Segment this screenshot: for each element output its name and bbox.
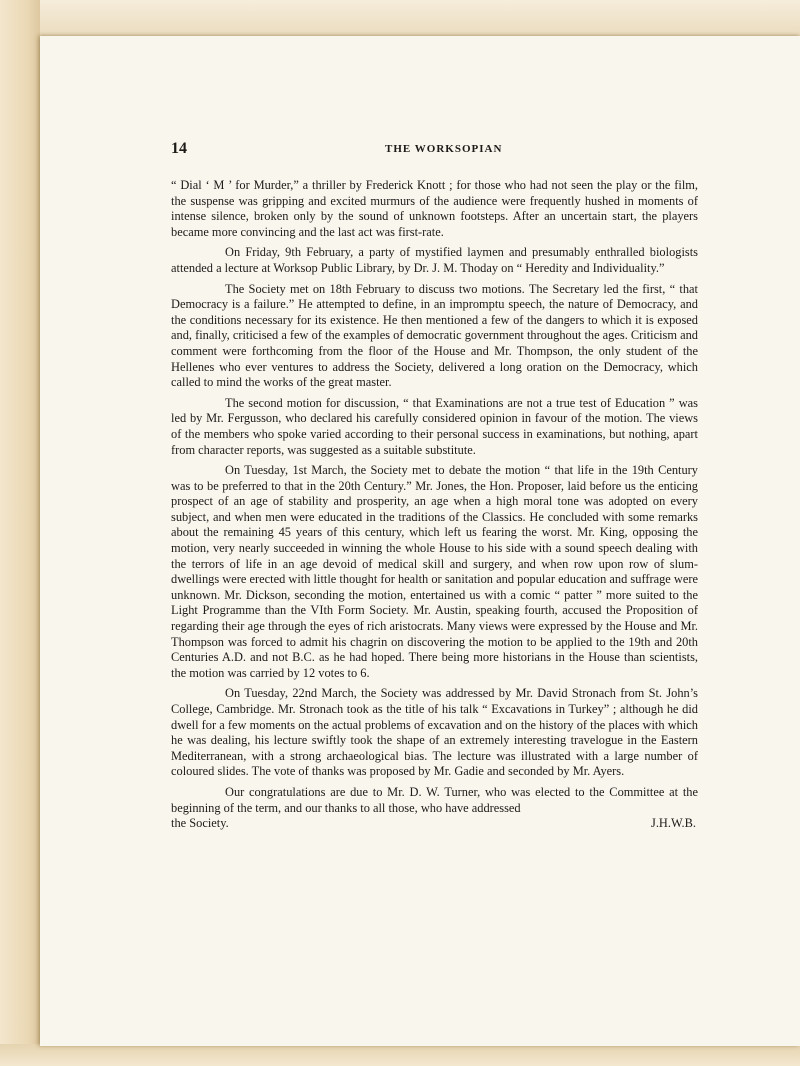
running-title: THE WORKSOPIAN: [385, 143, 503, 155]
closing-line: [123, 816, 698, 832]
paragraph-democracy-motion: The Society met on 18th February to discuss two motions. The Secretary led the first, “ that Democracy is a failure.” He attempted to define, in an impromptu speech, the nature of Democracy, and the conditions necessary for its existence. He then mentioned a few of the dangers to which it is exposed and, finally, criticised a few of the examples of democratic government throughout the ages. Criticism and comment were forthcoming from the floor of the House and Mr. Thompson, the only student of the Hellenes who ever ventures to address the Society, delivered a long oration on the Democracy, which called to mind the works of the great master.: [171, 281, 699, 390]
paragraph-congratulations: Our congratulations are due to Mr. D. W. Turner, who was elected to the Committee at the beginning of the term, and our thanks to all those, who have addressed: [171, 784, 698, 815]
cover-edge-left: [0, 0, 40, 1066]
paragraph-19th-century-debate: On Tuesday, 1st March, the Society met to debate the motion “ that life in the 19th Century was to be preferred to that in the 20th Century.” Mr. Jones, the Hon. Proposer, laid before us the enticing prospect of an age of stability and prosperity, an age when a high moral tone was adopted on every subject, and when men were educated in the traditions of the Classics. He concluded with some remarks about the remaining 45 years of this century, which left us fearing the worst. Mr. King, opposing the motion, very nearly succeeded in winning the whole House to his side with a sound speech dealing with the terrors of life in an age devoid of medical skill and surgery, and when row upon row of slum-dwellings were erected with little thought for health or sanitation and popular education and suffrage were unknown. Mr. Dickson, seconding the motion, entertained us with a comic “ patter ” more suited to the Light Programme than the VIth Form Society. Mr. Austin, speaking fourth, accused the Proposition of regarding their age through the eyes of rich aristocrats. Many views were expressed by the House and Mr. Thompson was forced to admit his chagrin on discovering the motion to be applied to the 19th and 20th Centuries A.D. and not B.C. as he had hoped. There being more historians in the House than scientists, the motion was carried by 12 votes to 6.: [171, 463, 698, 680]
closing-text: the Society.: [171, 816, 229, 831]
paragraph-dial-m: “ Dial ‘ M ’ for Murder,” a thriller by Frederick Knott ; for those who had not seen the play or the film, the suspense was gripping and excited murmurs of the audience were frequently hushed in moments of intense silence, broken only by the sound of unknown footsteps. After an uncertain start, the players became more convincing and the last act was first-rate.: [171, 178, 698, 239]
article-body: [123, 140, 698, 832]
author-initials: J.H.W.B.: [651, 816, 696, 831]
paragraph-examinations-motion: The second motion for discussion, “ that Examinations are not a true test of Education ” was led by Mr. Fergusson, who declared his carefully considered opinion in favour of the motion. The views of the members who spoke varied according to their personal success in examinations, but nothing, apart from character reports, was suggested as a suitable substitute.: [171, 395, 698, 457]
paragraph-excavations-talk: On Tuesday, 22nd March, the Society was addressed by Mr. David Stronach from St. John’s College, Cambridge. Mr. Stronach took as the title of his talk “ Excavations in Turkey” ; although he did dwell for a few moments on the actual problems of excavation and on the history of the places with which he was dealing, his lecture swiftly took the shape of an extremely interesting travelogue in the Eastern Mediterranean, with a strong archaeological bias. The lecture was illustrated with a large number of coloured slides. The vote of thanks was proposed by Mr. Gadie and seconded by Mr. Ayers.: [171, 686, 698, 779]
cover-edge-bottom: [0, 1044, 800, 1066]
running-head: [123, 140, 698, 162]
page-number: 14: [171, 140, 187, 157]
cover-edge-top: [0, 0, 800, 38]
paragraph-heredity-lecture: On Friday, 9th February, a party of mystified laymen and presumably enthralled biologists attended a lecture at Worksop Public Library, by Dr. J. M. Thoday on “ Heredity and Individuality.”: [171, 245, 698, 275]
